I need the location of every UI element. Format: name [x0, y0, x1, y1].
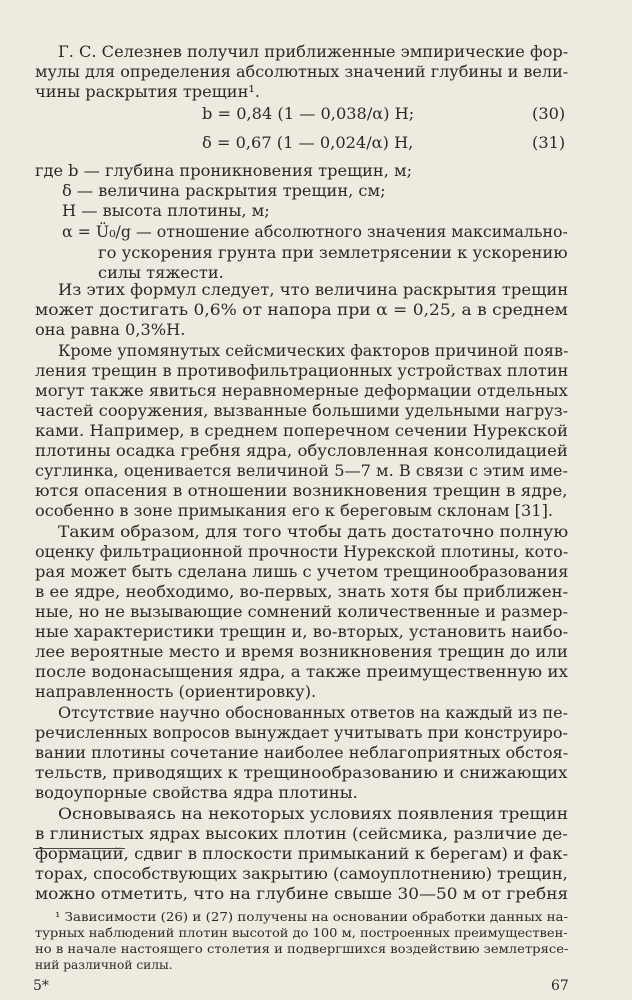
definition-line: H — высота плотины, м;	[62, 201, 270, 220]
text-line: Из этих формул следует, что величина раскрытия трещин	[58, 280, 569, 299]
text-line: могут также явиться неравномерные деформации отдельных	[35, 381, 568, 400]
signature-mark: 5*	[33, 978, 49, 994]
text-line: она равна 0,3%H.	[35, 320, 186, 339]
text-line: Таким образом, для того чтобы дать достаточно полную	[58, 522, 569, 541]
definition-line: δ — величина раскрытия трещин, см;	[62, 181, 386, 200]
text-line: ками. Например, в среднем поперечном сечении Нурекской	[35, 421, 568, 440]
text-line: в глинистых ядрах высоких плотин (сейсмика, различие де-	[35, 824, 568, 843]
equation-number: (31)	[532, 133, 566, 152]
text-line: ются опасения в отношении возникновения трещин в ядре,	[35, 481, 568, 500]
text-line: суглинка, оценивается величиной 5—7 м. В связи с этим име-	[35, 461, 568, 480]
footnote-rule	[33, 848, 125, 849]
text-line: Г. С. Селезнев получил приближенные эмпирические фор-	[58, 42, 569, 61]
definition-line: где b — глубина проникновения трещин, м;	[35, 161, 413, 180]
equation: δ = 0,67 (1 — 0,024/α) H,	[202, 133, 414, 152]
text-line: вании плотины сочетание наиболее неблагоприятных обстоя-	[35, 743, 569, 762]
footnote-line: ний различной силы.	[35, 958, 173, 972]
text-line: тельств, приводящих к трещинообразованию и снижающих	[35, 763, 568, 782]
definition-line: силы тяжести.	[98, 263, 224, 282]
text-line: водоупорные свойства ядра плотины.	[35, 783, 358, 802]
text-line: плотины осадка гребня ядра, обусловленная консолидацией	[35, 441, 568, 460]
text-line: Отсутствие научно обоснованных ответов на каждый из пе-	[58, 703, 569, 722]
text-line: речисленных вопросов вынуждает учитывать при конструиро-	[35, 723, 568, 742]
text-line: Основываясь на некоторых условиях появления трещин	[58, 804, 569, 823]
text-line: можно отметить, что на глубине свыше 30—50 м от гребня	[35, 884, 569, 903]
text-line: лее вероятные место и время возникновения трещин до или	[35, 642, 568, 661]
definition-line: α = Ü₀/g — отношение абсолютного значения максимально-	[62, 222, 568, 241]
text-line: ные характеристики трещин и, во-вторых, установить наибо-	[35, 622, 569, 641]
footnote-line: ¹ Зависимости (26) и (27) получены на основании обработки данных на-	[55, 910, 569, 924]
equation: b = 0,84 (1 — 0,038/α) H;	[202, 104, 415, 123]
equation-number: (30)	[532, 104, 566, 123]
text-line: направленность (ориентировку).	[35, 682, 317, 701]
text-line: особенно в зоне примыкания его к береговым склонам [31].	[35, 501, 554, 520]
text-line: формаций, сдвиг в плоскости примыканий к берегам) и фак-	[35, 844, 569, 863]
text-line: торах, способствующих закрытию (самоуплотнению) трещин,	[35, 864, 568, 883]
text-line: может достигать 0,6% от напора при α = 0,25, а в среднем	[35, 300, 568, 319]
text-line: мулы для определения абсолютных значений глубины и вели-	[35, 62, 569, 81]
text-line: рая может быть сделана лишь с учетом трещинообразования	[35, 562, 569, 581]
definition-line: го ускорения грунта при землетрясении к ускорению	[98, 243, 568, 262]
page-number: 67	[551, 978, 569, 994]
text-line: в ее ядре, необходимо, во-первых, знать хотя бы приближен-	[35, 582, 569, 601]
footnote-line: но в начале настоящего столетия и подвергшихся воздействию землетрясе-	[35, 942, 569, 956]
text-line: частей сооружения, вызванные большими удельными нагруз-	[35, 401, 569, 420]
footnote-line: турных наблюдений плотин высотой до 100 м, построенных преимуществен-	[35, 926, 568, 940]
text-line: чины раскрытия трещин¹.	[35, 82, 261, 101]
text-line: ные, но не вызывающие сомнений количественные и размер-	[35, 602, 569, 621]
text-line: оценку фильтрационной прочности Нурекской плотины, кото-	[35, 542, 569, 561]
text-line: Кроме упомянутых сейсмических факторов причиной появ-	[58, 341, 569, 360]
text-line: ления трещин в противофильтрационных устройствах плотин	[35, 361, 569, 380]
text-line: после водонасыщения ядра, а также преимущественную их	[35, 662, 568, 681]
